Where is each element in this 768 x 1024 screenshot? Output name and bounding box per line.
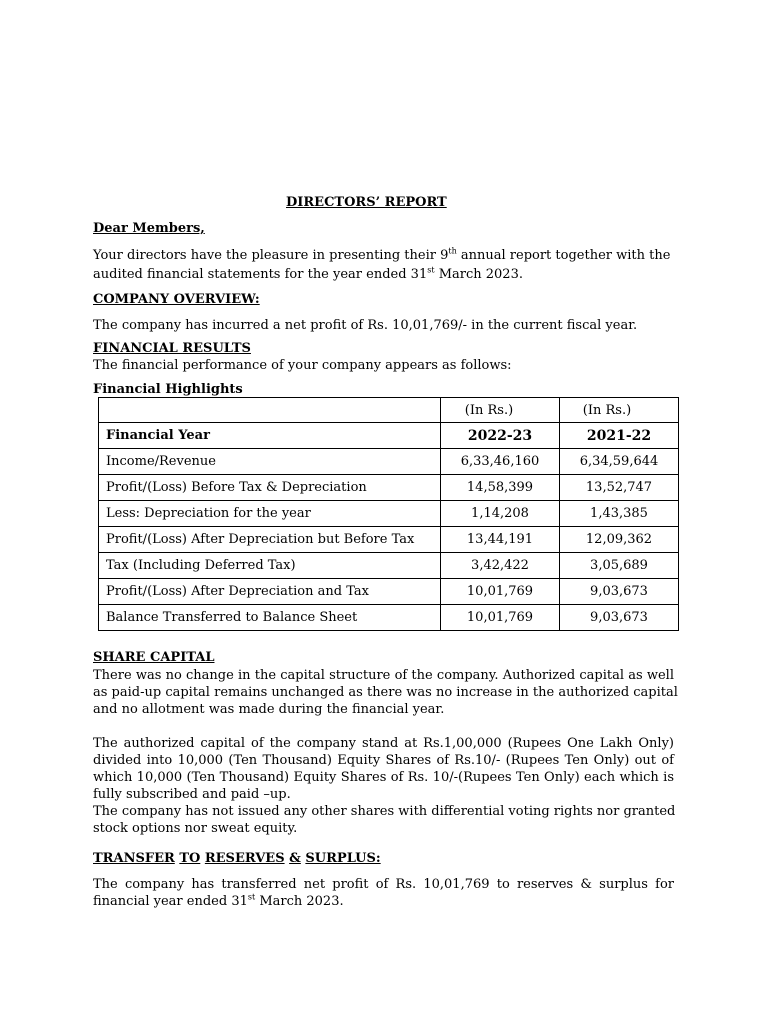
unit-cell-current: (In Rs.) (441, 398, 560, 423)
share-capital-paragraph-1 (93, 667, 678, 718)
financial-highlights-table (98, 397, 679, 631)
salutation: Dear Members, (93, 221, 205, 236)
transfer-paragraph (93, 876, 674, 910)
text-line: There was no change in the capital structure of the company. Authorized capital as well (93, 668, 674, 683)
table-row (99, 553, 679, 579)
row-value-current: 1,14,208 (441, 501, 560, 527)
company-overview-heading: COMPANY OVERVIEW: (93, 292, 260, 307)
row-value-previous: 12,09,362 (560, 527, 679, 553)
text-line: as paid-up capital remains unchanged as there was no increase in the authorized capital (93, 685, 678, 700)
row-label: Tax (Including Deferred Tax) (99, 553, 441, 579)
text-line: The authorized capital of the company stand at Rs.1,00,000 (Rupees One Lakh Only) (93, 736, 674, 751)
financial-results-heading: FINANCIAL RESULTS (93, 341, 251, 356)
table-year-row (99, 423, 679, 449)
intro-line-1: Your directors have the pleasure in presenting their 9th annual report together with the (93, 246, 671, 263)
text-line: fully subscribed and paid –up. (93, 787, 291, 802)
table-row (99, 527, 679, 553)
intro-line-2: audited financial statements for the year ended 31st March 2023. (93, 265, 523, 282)
table-unit-row (99, 398, 679, 423)
row-label: Profit/(Loss) After Depreciation but Before Tax (99, 527, 441, 553)
year-previous: 2021-22 (560, 423, 679, 449)
table-cell-empty (99, 398, 441, 423)
share-capital-heading: SHARE CAPITAL (93, 650, 215, 665)
table-row (99, 475, 679, 501)
transfer-heading: TRANSFER TO RESERVES & SURPLUS: (93, 851, 381, 866)
table-row (99, 605, 679, 631)
row-value-previous: 13,52,747 (560, 475, 679, 501)
table-row (99, 449, 679, 475)
row-value-previous: 9,03,673 (560, 579, 679, 605)
row-value-previous: 3,05,689 (560, 553, 679, 579)
row-value-current: 14,58,399 (441, 475, 560, 501)
row-label: Profit/(Loss) Before Tax & Depreciation (99, 475, 441, 501)
row-value-current: 3,42,422 (441, 553, 560, 579)
row-value-current: 10,01,769 (441, 605, 560, 631)
row-label: Balance Transferred to Balance Sheet (99, 605, 441, 631)
row-value-previous: 9,03,673 (560, 605, 679, 631)
report-title: DIRECTORS’ REPORT (286, 195, 447, 210)
row-label: Income/Revenue (99, 449, 441, 475)
unit-cell-previous: (In Rs.) (560, 398, 679, 423)
table-row (99, 501, 679, 527)
company-overview-text: The company has incurred a net profit of Rs. 10,01,769/- in the current fiscal year. (93, 318, 638, 333)
row-value-previous: 6,34,59,644 (560, 449, 679, 475)
row-value-current: 10,01,769 (441, 579, 560, 605)
text-line: financial year ended 31st March 2023. (93, 892, 344, 909)
year-current: 2022-23 (441, 423, 560, 449)
text-line: The company has not issued any other shares with differential voting rights nor granted (93, 804, 676, 819)
row-label: Less: Depreciation for the year (99, 501, 441, 527)
table-row (99, 579, 679, 605)
intro-paragraph (93, 246, 674, 284)
row-value-previous: 1,43,385 (560, 501, 679, 527)
row-label: Profit/(Loss) After Depreciation and Tax (99, 579, 441, 605)
row-value-current: 6,33,46,160 (441, 449, 560, 475)
financial-results-text: The financial performance of your company appears as follows: (93, 358, 512, 373)
text-line: which 10,000 (Ten Thousand) Equity Shares of Rs. 10/-(Rupees Ten Only) each which is (93, 770, 674, 785)
text-line: stock options nor sweat equity. (93, 821, 298, 836)
row-value-current: 13,44,191 (441, 527, 560, 553)
text-line: divided into 10,000 (Ten Thousand) Equity Shares of Rs.10/- (Rupees Ten Only) out of (93, 753, 674, 768)
share-capital-paragraph-2 (93, 735, 674, 837)
text-line: and no allotment was made during the financial year. (93, 702, 445, 717)
text-line: The company has transferred net profit of Rs. 10,01,769 to reserves & surplus for (93, 877, 674, 892)
financial-highlights-title: Financial Highlights (93, 382, 243, 397)
financial-year-label: Financial Year (99, 423, 441, 449)
